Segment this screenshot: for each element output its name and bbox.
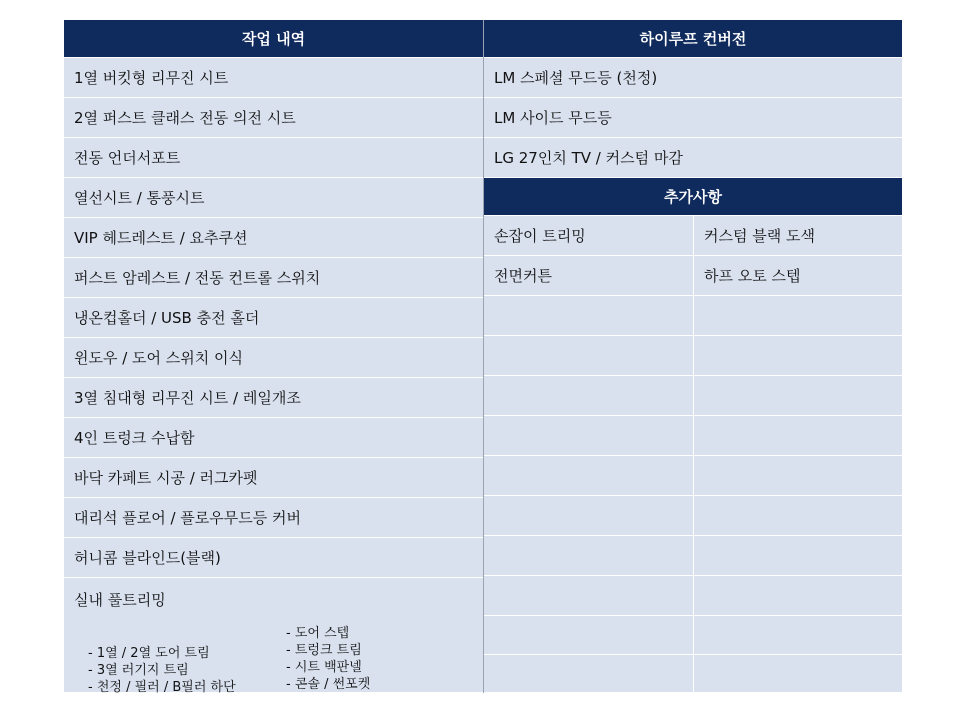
- empty-cell: [484, 655, 694, 693]
- empty-cell: [694, 296, 903, 336]
- extra-cell: 전면커튼: [484, 256, 694, 296]
- empty-cell: [694, 376, 903, 416]
- empty-cell: [484, 456, 694, 496]
- trim-list-b: [286, 625, 370, 693]
- left-row: VIP 헤드레스트 / 요추쿠션: [64, 218, 484, 258]
- empty-cell: [484, 336, 694, 376]
- empty-cell: [484, 416, 694, 456]
- left-row: 퍼스트 암레스트 / 전동 컨트롤 스위치: [64, 258, 484, 298]
- left-row: 2열 퍼스트 클래스 전동 의전 시트: [64, 98, 484, 138]
- empty-cell: [484, 376, 694, 416]
- left-row: 1열 버킷형 리무진 시트: [64, 58, 484, 98]
- trim-item: - 1열 / 2열 도어 트림: [88, 646, 210, 661]
- left-row: 4인 트렁크 수납함: [64, 418, 484, 458]
- trim-list-a: [88, 645, 236, 696]
- empty-cell: [694, 576, 903, 616]
- right-header: 하이루프 컨버전: [484, 20, 903, 58]
- trim-item: - 3열 러기지 트림: [88, 663, 189, 678]
- empty-cell: [484, 536, 694, 576]
- left-row: 3열 침대형 리무진 시트 / 레일개조: [64, 378, 484, 418]
- empty-cell: [694, 496, 903, 536]
- empty-cell: [484, 496, 694, 536]
- left-row: 전동 언더서포트: [64, 138, 484, 178]
- empty-cell: [484, 576, 694, 616]
- empty-cell: [694, 536, 903, 576]
- column-divider: [483, 20, 484, 693]
- left-row: 열선시트 / 통풍시트: [64, 178, 484, 218]
- empty-cell: [694, 616, 903, 655]
- trim-item: - 콘솔 / 썬포켓: [286, 677, 371, 692]
- empty-cell: [694, 416, 903, 456]
- interior-trimming-title: 실내 풀트리밍: [74, 591, 166, 609]
- extra-header: 추가사항: [484, 178, 903, 216]
- trim-item: - 천정 / 필러 / B필러 하단: [88, 680, 236, 695]
- left-row: 허니콤 블라인드(블랙): [64, 538, 484, 578]
- trim-item: - 시트 백판넬: [286, 660, 362, 675]
- work-table: [64, 20, 903, 693]
- extra-cell: 하프 오토 스텝: [694, 256, 903, 296]
- right-row: LG 27인치 TV / 커스텀 마감: [484, 138, 903, 178]
- trim-item: - 트렁크 트림: [286, 643, 362, 658]
- empty-cell: [694, 456, 903, 496]
- empty-cell: [484, 296, 694, 336]
- left-row: 냉온컵홀더 / USB 충전 홀더: [64, 298, 484, 338]
- right-row: LM 스페셜 무드등 (천정): [484, 58, 903, 98]
- left-row: 바닥 카페트 시공 / 러그카펫: [64, 458, 484, 498]
- interior-trimming-cell: [64, 578, 484, 693]
- left-row: 대리석 플로어 / 플로우무드등 커버: [64, 498, 484, 538]
- left-row: 윈도우 / 도어 스위치 이식: [64, 338, 484, 378]
- trim-item: - 도어 스텝: [286, 626, 350, 641]
- empty-cell: [484, 616, 694, 655]
- empty-cell: [694, 336, 903, 376]
- right-row: LM 사이드 무드등: [484, 98, 903, 138]
- left-header: 작업 내역: [64, 20, 484, 58]
- extra-cell: 손잡이 트리밍: [484, 216, 694, 256]
- extra-cell: 커스텀 블랙 도색: [694, 216, 903, 256]
- empty-cell: [694, 655, 903, 693]
